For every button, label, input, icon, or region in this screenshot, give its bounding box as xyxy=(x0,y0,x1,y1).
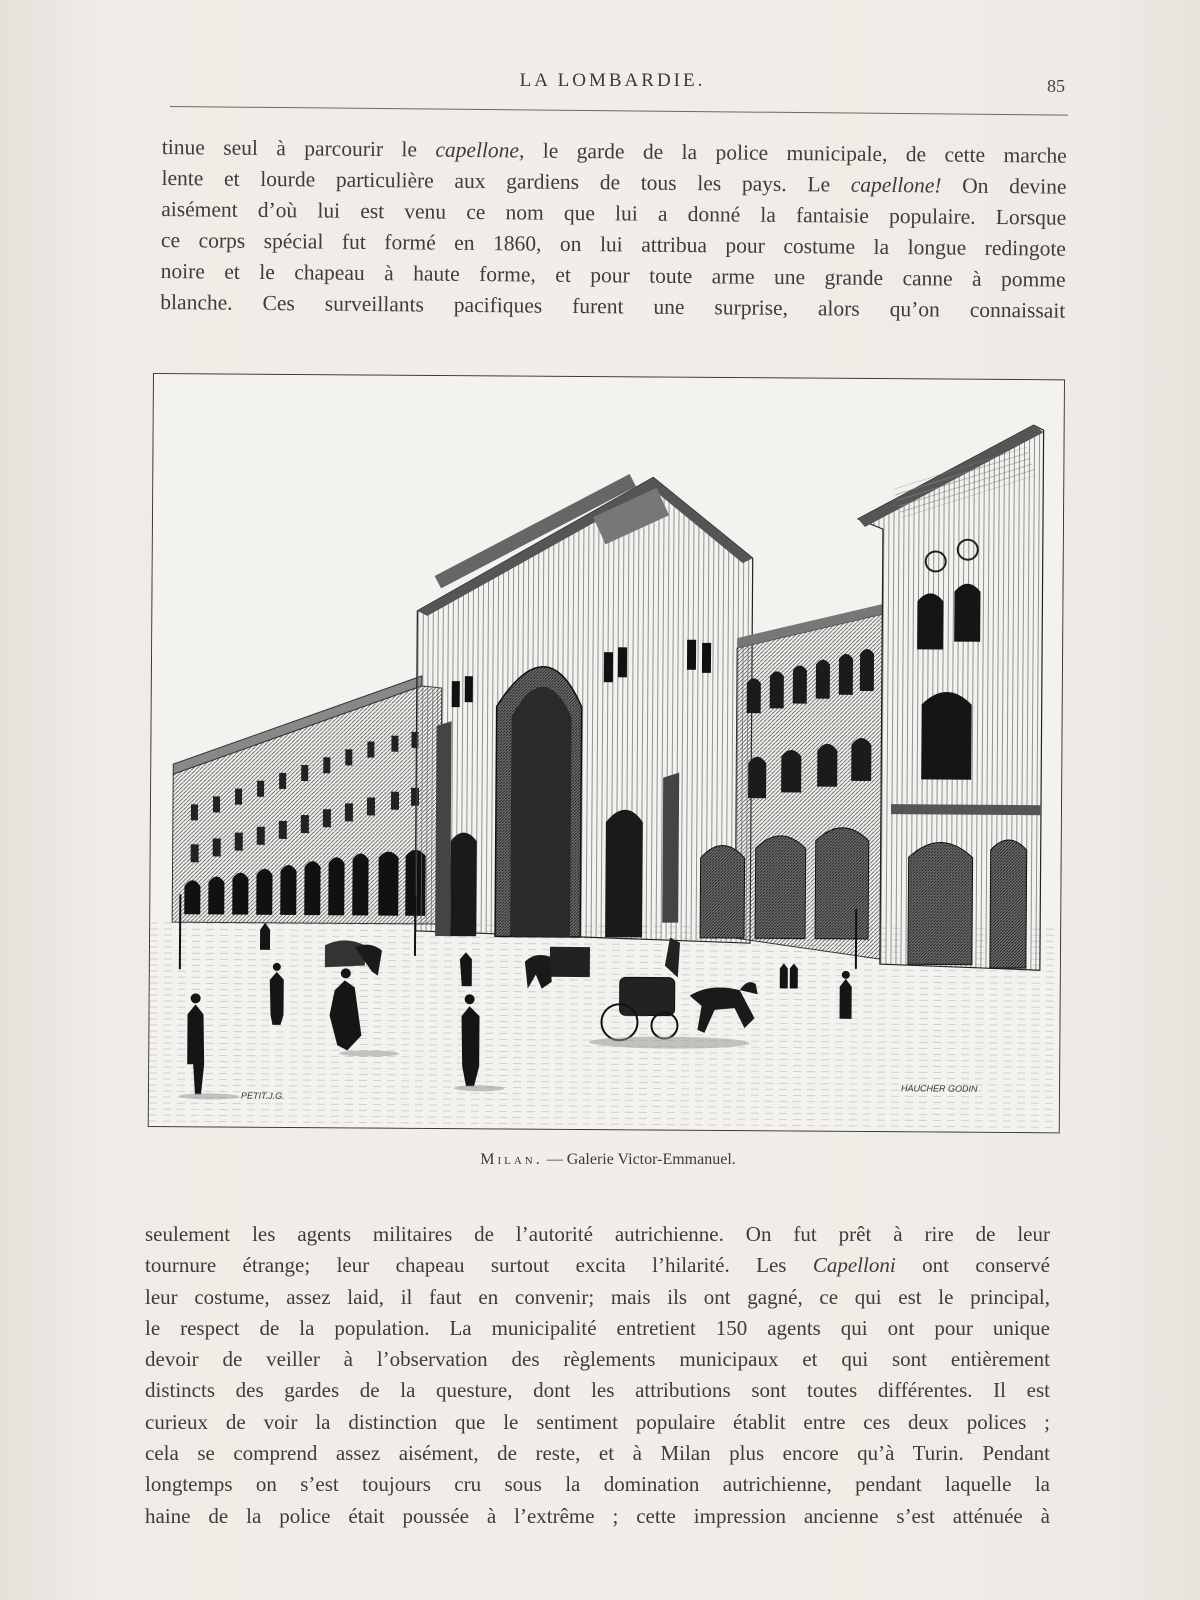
engraving-galerie-victor-emmanuel xyxy=(148,373,1065,1133)
paragraph-bottom xyxy=(145,1219,1050,1532)
text-line: haine de la police était poussée à l’extrême ; cette impression ancienne s’est atténuée à xyxy=(145,1503,1050,1528)
text-line: devoir de veiller à l’observation des règlements municipaux et qui sont entièrement xyxy=(145,1347,1050,1372)
text-line: noire et le chapeau à haute forme, et pour toute arme une grande canne à pomme xyxy=(160,258,1066,292)
text-line: seulement les agents militaires de l’autorité autrichienne. On fut prêt à rire de leur xyxy=(145,1222,1050,1246)
text-line: curieux de voir la distinction que le sentiment populaire établit entre ces deux polices ; xyxy=(145,1409,1050,1434)
caption-city: Milan. xyxy=(480,1151,543,1168)
paragraph-top xyxy=(160,132,1067,327)
corner-tower xyxy=(855,424,1044,970)
caption-text: — Galerie Victor-Emmanuel. xyxy=(542,1151,736,1168)
engraver-signature-right: HAUCHER GODIN xyxy=(900,1083,978,1094)
text-line: leur costume, assez laid, il faut en convenir; mais ils ont gagné, ce qui est le principal, xyxy=(145,1284,1050,1309)
text-line: lente et lourde particulière aux gardiens de tous les pays. Le capellone! On devine xyxy=(161,165,1067,199)
text-line: blanche. Ces surveillants pacifiques furent une surprise, alors qu’on connaissait xyxy=(160,289,1066,323)
figure-caption xyxy=(153,1151,1063,1169)
text-line: tinue seul à parcourir le capellone, le garde de la police municipale, de cette marche xyxy=(161,134,1067,168)
page-number: 85 xyxy=(1047,76,1065,96)
text-line: cela se comprend assez aisément, de reste, et à Milan plus encore qu’à Turin. Pendant xyxy=(145,1441,1050,1466)
text-line: tournure étrange; leur chapeau surtout excita l’hilarité. Les Capelloni ont conservé xyxy=(145,1253,1050,1278)
text-line: distincts des gardes de la questure, dont les attributions sont toutes différentes. Il est xyxy=(145,1378,1050,1403)
header-rule xyxy=(170,106,1068,116)
text-line: aisément d’où lui est venu ce nom que lui a donné la fantaisie populaire. Lorsque xyxy=(161,196,1067,230)
text-line: longtemps on s’est toujours cru sous la domination autrichienne, pendant laquelle la xyxy=(145,1472,1050,1497)
engraver-signature-left: PETIT.J.G. xyxy=(240,1090,285,1101)
text-line: ce corps spécial fut formé en 1860, on lui attribua pour costume la longue redingote xyxy=(160,227,1067,261)
engraving-illustration xyxy=(149,374,1064,1132)
running-head xyxy=(160,70,1065,100)
text-line: le respect de la population. La municipalité entretient 150 agents qui ont pour unique xyxy=(145,1315,1050,1340)
running-title: LA LOMBARDIE. xyxy=(519,70,706,91)
